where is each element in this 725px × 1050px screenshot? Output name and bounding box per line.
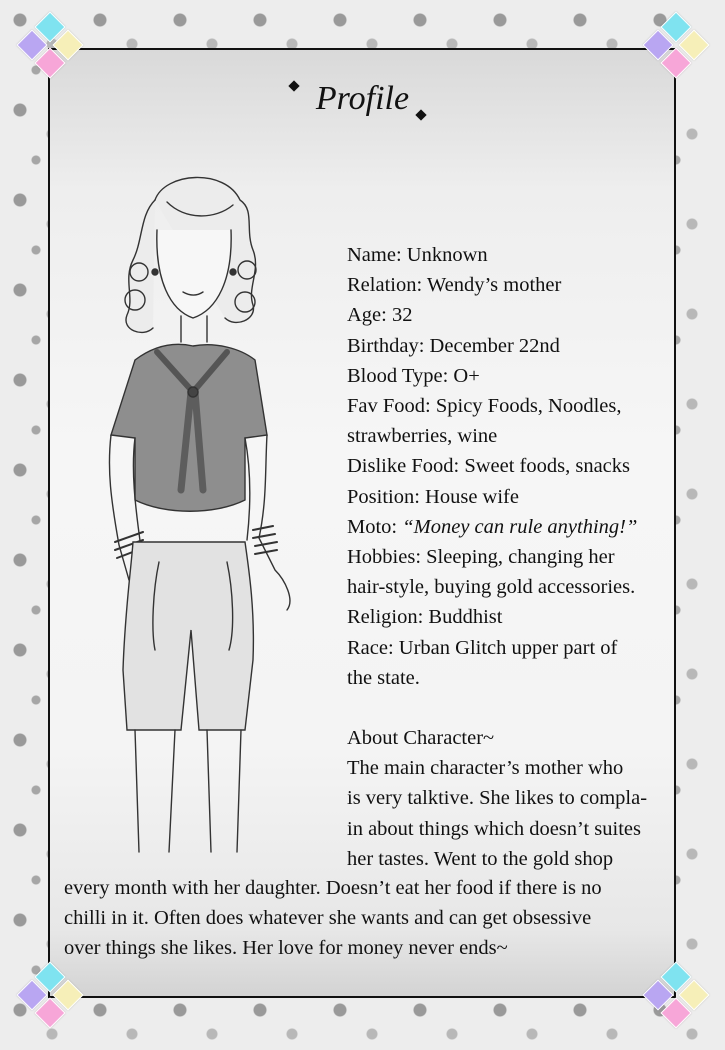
moto-label: Moto: [347, 515, 398, 538]
race-field: Race: Urban Glitch upper part of [347, 636, 618, 659]
moto-field [347, 512, 677, 542]
about-line: her tastes. Went to the gold shop [347, 847, 614, 870]
about-tail-line: chilli in it. Often does whatever she wants and can get obsessive [64, 907, 592, 930]
fav-food-field: Fav Food: Spicy Foods, Noodles, [347, 395, 622, 418]
moto-value: “Money can rule anything!” [402, 515, 638, 538]
about-tail-line: every month with her daughter. Doesn’t eat her food if there is no [64, 877, 602, 899]
corner-gems-top-left-icon [14, 12, 84, 82]
character-sketch [95, 170, 310, 860]
religion-field: Religion: Buddhist [347, 606, 503, 629]
profile-info [347, 240, 677, 874]
hobbies-continued: hair-style, buying gold accessories. [347, 576, 636, 599]
position-field: Position: House wife [347, 485, 519, 508]
page-title: Profile [315, 80, 410, 117]
blood-type-field: Blood Type: O+ [347, 364, 480, 387]
about-tail-line: over things she likes. Her love for money never ends~ [64, 937, 508, 960]
name-field: Name: Unknown [347, 244, 488, 266]
hobbies-field: Hobbies: Sleeping, changing her [347, 546, 615, 569]
about-line: The main character’s mother who [347, 757, 624, 780]
race-continued: the state. [347, 666, 420, 689]
age-field: Age: 32 [347, 304, 413, 327]
corner-gems-top-right-icon [640, 12, 710, 82]
dislike-food-field: Dislike Food: Sweet foods, snacks [347, 455, 630, 478]
birthday-field: Birthday: December 22nd [347, 334, 560, 357]
corner-gems-bottom-left-icon [14, 962, 84, 1032]
about-heading: About Character~ [347, 727, 495, 750]
about-line: in about things which doesn’t suites [347, 817, 642, 840]
fav-food-continued: strawberries, wine [347, 425, 498, 448]
about-continued [64, 873, 674, 964]
about-line: is very talktive. She likes to compla- [347, 787, 648, 810]
relation-field: Relation: Wendy’s mother [347, 274, 562, 297]
corner-gems-bottom-right-icon [640, 962, 710, 1032]
